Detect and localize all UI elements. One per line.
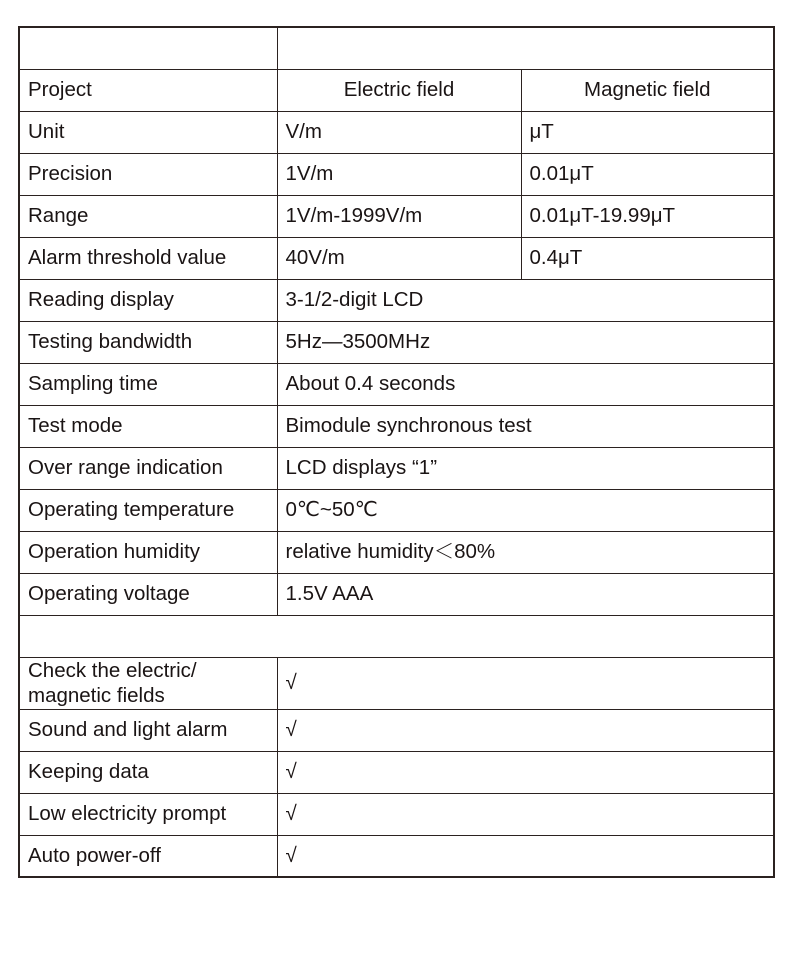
table-row <box>19 447 774 489</box>
row-label-operating-temperature: Operating temperature <box>19 489 277 531</box>
section-band-peculiarity <box>19 615 774 657</box>
cell-alarm-threshold-magnetic: 0.4μT <box>521 237 774 279</box>
cell-precision-magnetic: 0.01μT <box>521 153 774 195</box>
row-label-range: Range <box>19 195 277 237</box>
check-mark-icon-low-electricity-prompt: √ <box>277 793 774 835</box>
cell-over-range-indication-value: LCD displays “1” <box>277 447 774 489</box>
column-header-magnetic-field: Magnetic field <box>521 69 774 111</box>
row-label-auto-power-off: Auto power-off <box>19 835 277 877</box>
section-title-technical-indicators: Technical indicators <box>19 27 277 69</box>
cell-operation-humidity-value: relative humidity＜80% <box>277 531 774 573</box>
check-mark-icon-auto-power-off: √ <box>277 835 774 877</box>
cell-sampling-time-value: About 0.4 seconds <box>277 363 774 405</box>
check-mark-icon-check-electric-magnetic-fields: √ <box>277 657 774 709</box>
row-label-unit: Unit <box>19 111 277 153</box>
section-title-peculiarity: Peculiarity <box>19 615 774 657</box>
cell-operating-voltage-value: 1.5V AAA <box>277 573 774 615</box>
table-row <box>19 793 774 835</box>
section-band-technical-indicators <box>19 27 774 69</box>
row-label-precision: Precision <box>19 153 277 195</box>
row-label-line-1: Check the electric/ <box>28 658 197 682</box>
row-label-low-electricity-prompt: Low electricity prompt <box>19 793 277 835</box>
cell-test-mode-value: Bimodule synchronous test <box>277 405 774 447</box>
row-label-line-2: magnetic fields <box>28 684 165 708</box>
table-row <box>19 237 774 279</box>
cell-unit-electric: V/m <box>277 111 521 153</box>
row-label-check-electric-magnetic-fields <box>19 657 277 709</box>
check-mark-icon-sound-and-light-alarm: √ <box>277 709 774 751</box>
row-label-test-mode: Test mode <box>19 405 277 447</box>
cell-unit-magnetic: μT <box>521 111 774 153</box>
row-label-operation-humidity: Operation humidity <box>19 531 277 573</box>
table-row <box>19 111 774 153</box>
spec-sheet <box>18 26 773 878</box>
table-row <box>19 321 774 363</box>
row-label-operating-voltage: Operating voltage <box>19 573 277 615</box>
column-header-electric-field: Electric field <box>277 69 521 111</box>
table-row <box>19 751 774 793</box>
table-row <box>19 363 774 405</box>
row-label-sound-and-light-alarm: Sound and light alarm <box>19 709 277 751</box>
check-mark-icon-keeping-data: √ <box>277 751 774 793</box>
table-row <box>19 195 774 237</box>
specification-table <box>18 26 775 878</box>
section-band-filler-technical <box>277 27 774 69</box>
table-row <box>19 573 774 615</box>
cell-range-electric: 1V/m-1999V/m <box>277 195 521 237</box>
table-row <box>19 657 774 709</box>
row-label-alarm-threshold-value: Alarm threshold value <box>19 237 277 279</box>
column-header-project: Project <box>19 69 277 111</box>
table-row <box>19 405 774 447</box>
table-row <box>19 489 774 531</box>
row-label-reading-display: Reading display <box>19 279 277 321</box>
row-label-keeping-data: Keeping data <box>19 751 277 793</box>
cell-reading-display-value: 3-1/2-digit LCD <box>277 279 774 321</box>
cell-alarm-threshold-electric: 40V/m <box>277 237 521 279</box>
table-row <box>19 709 774 751</box>
table-header-row <box>19 69 774 111</box>
cell-precision-electric: 1V/m <box>277 153 521 195</box>
row-label-sampling-time: Sampling time <box>19 363 277 405</box>
cell-range-magnetic: 0.01μT-19.99μT <box>521 195 774 237</box>
cell-testing-bandwidth-value: 5Hz—3500MHz <box>277 321 774 363</box>
row-label-testing-bandwidth: Testing bandwidth <box>19 321 277 363</box>
table-row <box>19 531 774 573</box>
cell-operating-temperature-value: 0℃~50℃ <box>277 489 774 531</box>
row-label-over-range-indication: Over range indication <box>19 447 277 489</box>
table-row <box>19 153 774 195</box>
table-row <box>19 279 774 321</box>
table-row <box>19 835 774 877</box>
